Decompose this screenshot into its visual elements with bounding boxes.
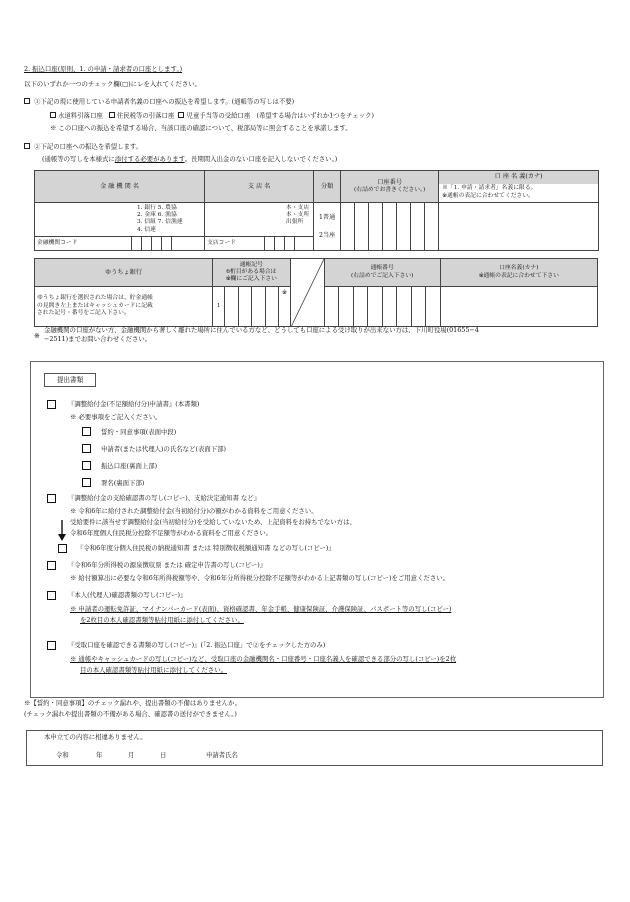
yucho-holder-cell[interactable] — [440, 287, 597, 327]
child-allowance-checkbox[interactable] — [178, 112, 184, 118]
doc1-item2-checkbox[interactable] — [82, 444, 91, 453]
option1-row: ①下記の現に使用している申請者名義の口座への振込を希望します。(通帳等の写しは不要) — [24, 98, 294, 106]
yucho-num-7[interactable] — [411, 287, 425, 327]
yucho-num-4[interactable] — [368, 287, 382, 327]
doc1-item3: 振込口座(裏面上部) — [101, 462, 158, 470]
branch-code-2[interactable] — [275, 237, 285, 251]
branch-code-1[interactable] — [265, 237, 275, 251]
yucho-instructions: ゆうちょ銀行を選択された場合は、貯金通帳 の見開き左上またはキャッシュカードに記載 された記号・番号をご記入下さい。 — [35, 287, 213, 327]
yucho-table — [34, 258, 598, 327]
doc1-checkbox[interactable] — [47, 400, 56, 409]
note-mark: ※ — [34, 332, 40, 340]
doc1-note: ※ 必要事項をご記入ください。 — [70, 413, 162, 421]
yucho-sym-4[interactable] — [252, 287, 265, 327]
fi-code-4[interactable] — [162, 237, 172, 251]
doc2-sub-checkbox[interactable] — [58, 544, 67, 553]
account-holder-header: 口 座 名 義(カナ) ※「1. 申請・請求者」名義に限る。 ※通帳の表記に合わせてください。 — [439, 171, 599, 203]
branch-header: 支 店 名 — [205, 171, 314, 203]
section-title: 2. 振込口座(原則、1. の申請・請求者の口座とします。) — [24, 65, 183, 73]
era-label: 令和 — [56, 751, 69, 759]
doc4-label: 『本人(代理人)確認書類の写し(コピー)』 — [68, 591, 187, 599]
year-label: 年 — [96, 751, 103, 759]
type-header: 分類 — [314, 171, 341, 203]
yucho-header: ゆうちょ銀行 — [35, 259, 213, 287]
yucho-sym-1: 1 — [213, 287, 225, 327]
doc3-checkbox[interactable] — [47, 561, 56, 570]
yucho-num-8[interactable] — [426, 287, 440, 327]
option1-checkbox[interactable] — [24, 98, 30, 104]
remote-note: 金融機関の口座がない方、金融機関から著しく離れた場所に住んでいる方など、どうしても口座による受け取りが出来ない方は、下川町役場(01655−4 −2511)までお問い合わせください。 — [44, 326, 479, 343]
branch-name-cell[interactable]: 本・支店 本・支所 出張所 — [205, 203, 314, 237]
yucho-number-header: 通帳番号 (右詰めでご記入下さい) — [324, 259, 440, 287]
doc5-label: 『受取口座を確認できる書類の写し(コピー)』(「2. 振込口座」で②をチェックした方のみ) — [68, 641, 326, 649]
acc-digit-7[interactable] — [425, 203, 439, 251]
acc-digit-4[interactable] — [383, 203, 397, 251]
fi-code-1[interactable] — [132, 237, 142, 251]
declaration-text: 本申立ての内容に相違ありません。 — [44, 733, 147, 741]
fi-code-label: 金融機関コード — [35, 237, 132, 251]
option2-checkbox[interactable] — [24, 143, 30, 149]
branch-code-3[interactable] — [285, 237, 295, 251]
month-label: 月 — [128, 751, 135, 759]
fi-name-cell[interactable]: 1. 銀行 5. 農協 2. 金庫 6. 漁協 3. 信組 7. 信漁連 4. 信連 — [35, 203, 205, 237]
applicant-name-label: 申請者氏名 — [206, 751, 238, 759]
yucho-num-1[interactable] — [324, 287, 338, 327]
doc4-note2: を2枚目の本人確認書類等貼付用紙に添付してください。 — [80, 616, 244, 624]
doc2-note2: 受給要件に該当せず調整給付金(当初給付分)を受給していないため、上記資料をお持ちでない方は、 — [70, 518, 356, 526]
diagonal-line — [291, 259, 324, 327]
doc2-label: 『調整給付金の支給確認書の写し(コピー)、支給決定通知書 など』 — [68, 494, 261, 502]
doc4-note1: ※ 申請者の運転免許証、マイナンバーカード(表面)、資格確認書、年金手帳、健康保険証、介護保険証、パスポート等の写し(コピー) — [70, 605, 452, 613]
bank-account-table — [34, 170, 599, 251]
option2-sub: (通帳等の写しを本様式に添付する必要があります。長期間入出金のない口座を記入しないでください。) — [42, 155, 338, 163]
down-arrow-icon — [58, 520, 66, 542]
branch-code-label: 支店コード — [205, 237, 265, 251]
account-holder-cell[interactable] — [439, 203, 599, 251]
doc3-note: ※ 給付額算出に必要な令和6年所得税額等や、令和6年分所得税分控除不足額等がわかる上記書類の写し(コピー)をご用意ください。 — [70, 574, 450, 582]
yucho-num-6[interactable] — [397, 287, 411, 327]
doc2-note1: ※ 令和6年に給付された調整給付金(当初給付分)の額がわかる資料をご用意ください。 — [70, 507, 318, 515]
acc-digit-1[interactable] — [341, 203, 355, 251]
doc1-item1-checkbox[interactable] — [82, 427, 91, 436]
diagonal-cell — [290, 259, 324, 327]
type-cell[interactable]: 1普通 2当座 — [314, 203, 341, 251]
doc2-sub-label: 『令和6年度分個人住民税の納税通知書 または 特別徴収税額通知書 などの写し(コピー)』 — [77, 544, 335, 552]
option2-row: ②下記の口座への振込を希望します。 — [24, 143, 142, 151]
yucho-num-2[interactable] — [339, 287, 353, 327]
yucho-num-5[interactable] — [382, 287, 396, 327]
doc5-note2: 目の本人確認書類等貼付用紙に添付してください。 — [80, 666, 227, 674]
doc5-checkbox[interactable] — [47, 641, 56, 650]
section-intro: 以下のいずれか一つのチェック欄(□)にレを入れてください。 — [24, 80, 201, 88]
account-number-header: 口座番号 (右詰めでお書きください。) — [341, 171, 439, 203]
doc1-item4: 署名(裏面下部) — [101, 479, 145, 487]
yucho-sym-2[interactable] — [225, 287, 238, 327]
doc1-item4-checkbox[interactable] — [82, 478, 91, 487]
doc1-item3-checkbox[interactable] — [82, 461, 91, 470]
yucho-sym-6[interactable]: ※ — [279, 287, 290, 327]
yucho-holder-header: 口座名義(カナ) ※通帳の表記に合わせて下さい — [440, 259, 597, 287]
doc5-note1: ※ 通帳やキャッシュカードの写し(コピー)など、受取口座の金融機関名・口座番号・口座名義人を確認できる部分の写し(コピー)を2枚 — [70, 655, 457, 663]
doc1-item2: 申請者(または代理人)の氏名など(表面下部) — [101, 445, 227, 453]
fi-code-2[interactable] — [142, 237, 152, 251]
doc2-note3: 令和6年度個人住民税分控除不足額等がわかる資料をご用意ください。 — [70, 529, 273, 537]
yucho-sym-3[interactable] — [238, 287, 251, 327]
yucho-symbol-header: 通帳記号 6桁目がある場合は ※欄にご記入下さい — [213, 259, 291, 287]
option1-note: ※ この口座への振込を希望する場合、当該口座の確認について、税部局等に照会することを承諾します。 — [50, 124, 352, 132]
acc-digit-3[interactable] — [369, 203, 383, 251]
yucho-sym-5[interactable] — [265, 287, 278, 327]
acc-digit-2[interactable] — [355, 203, 369, 251]
day-label: 日 — [160, 751, 167, 759]
fi-name-header: 金 融 機 関 名 — [35, 171, 205, 203]
yucho-num-3[interactable] — [353, 287, 367, 327]
option1-accounts: 水道料引落口座 住民税等の引落口座 児童手当等の受給口座 (希望する場合はいずれか1つをチェック) — [50, 112, 374, 120]
doc1-item1: 誓約・同意事項(表面中段) — [101, 428, 177, 436]
doc1-label: 『調整給付金(不足額給付分)申請書』(本書類) — [68, 400, 200, 408]
acc-digit-6[interactable] — [411, 203, 425, 251]
doc4-checkbox[interactable] — [47, 591, 56, 600]
documents-title: 提出書類 — [44, 373, 96, 387]
check-note-2: (チェック漏れや提出書類の不備がある場合、確認書の送付ができません。) — [24, 710, 237, 718]
check-note-1: ※【誓約・同意事項】のチェック漏れや、提出書類の不備はありませんか。 — [24, 699, 241, 707]
doc2-checkbox[interactable] — [47, 494, 56, 503]
acc-digit-5[interactable] — [397, 203, 411, 251]
doc3-label: 『令和6年分所得税の源泉徴収票 または 確定申告書の写し(コピー)』 — [68, 561, 267, 569]
tax-account-checkbox[interactable] — [109, 112, 115, 118]
water-account-checkbox[interactable] — [50, 112, 56, 118]
fi-code-3[interactable] — [152, 237, 162, 251]
